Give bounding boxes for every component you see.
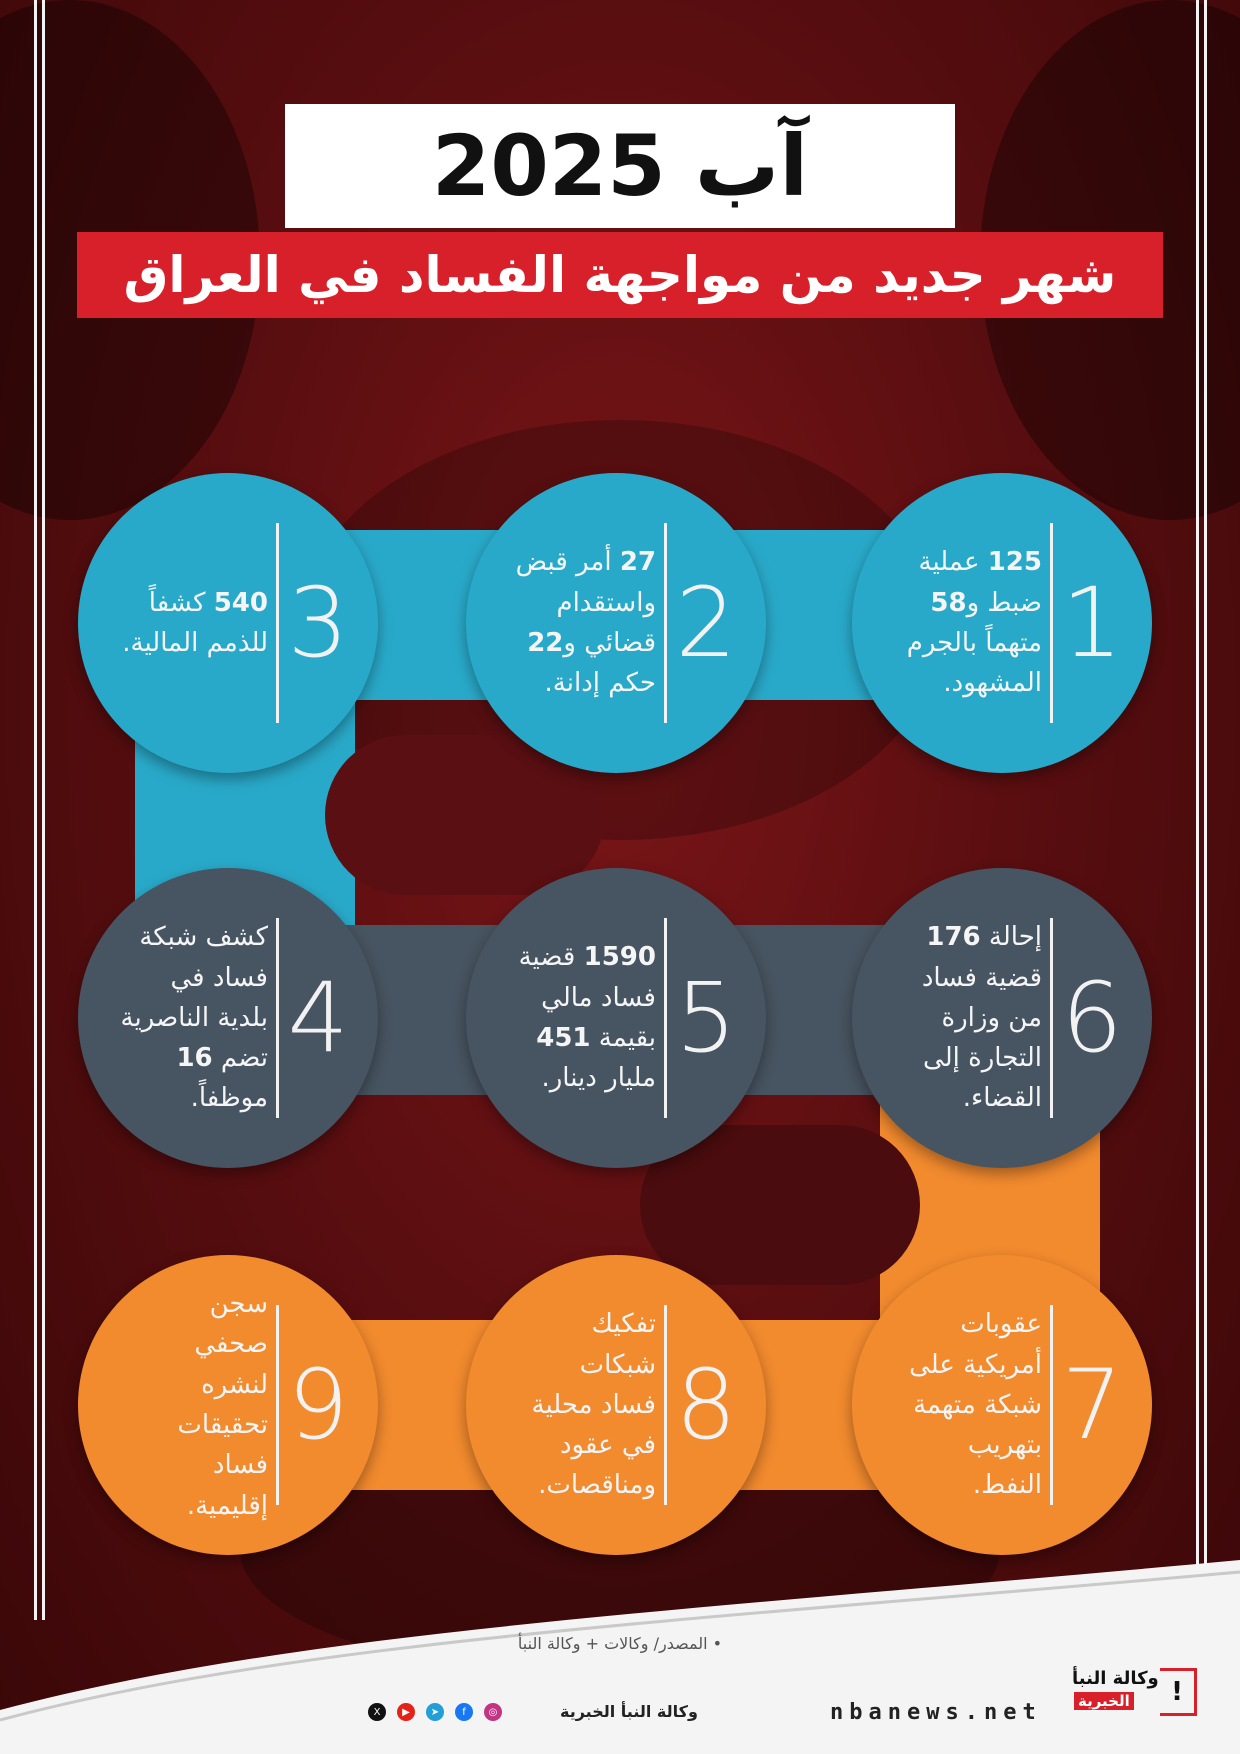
- item-circle-4: [78, 868, 378, 1168]
- item-circle-3: [78, 473, 378, 773]
- item-divider: [276, 918, 279, 1118]
- right-border-line: [1196, 0, 1199, 1620]
- item-divider: [664, 523, 667, 723]
- item-text-lines: سجن صحفي لنشره تحقيقات فساد إقليمية.: [177, 1289, 268, 1521]
- facebook-icon[interactable]: f: [455, 1703, 473, 1721]
- item-circle-9: [78, 1255, 378, 1555]
- item-text: [842, 1255, 1042, 1555]
- title-box: [285, 104, 955, 228]
- item-number: 3: [287, 567, 349, 679]
- item-number: 4: [287, 962, 349, 1074]
- item-text: [842, 473, 1042, 773]
- x-icon[interactable]: X: [368, 1703, 386, 1721]
- item-circle-5: [466, 868, 766, 1168]
- logo-text-bottom: الخبرية: [1074, 1692, 1134, 1710]
- item-text-lines: 1590 قضية فساد مالي بقيمة 451 مليار دينار.: [518, 942, 656, 1094]
- item-text-lines: تفكيك شبكات فساد محلية في عقود ومناقصات.: [531, 1309, 656, 1501]
- item-divider: [664, 1305, 667, 1505]
- item-text-lines: عقوبات أمريكية على شبكة متهمة بتهريب النفط.: [909, 1309, 1042, 1501]
- item-divider: [1050, 918, 1053, 1118]
- left-border-line-inner: [42, 0, 45, 1620]
- item-text: [456, 473, 656, 773]
- item-text: [456, 1255, 656, 1555]
- instagram-icon[interactable]: ◎: [484, 1703, 502, 1721]
- item-divider: [276, 523, 279, 723]
- item-number: 1: [1061, 567, 1123, 679]
- left-border-line: [34, 0, 37, 1620]
- item-text-lines: 125 عملية ضبط و58 متهماً بالجرم المشهود.: [906, 547, 1042, 699]
- item-number: 5: [675, 962, 737, 1074]
- telegram-icon[interactable]: ➤: [426, 1703, 444, 1721]
- item-circle-7: [852, 1255, 1152, 1555]
- page-subtitle: شهر جديد من مواجهة الفساد في العراق: [123, 246, 1117, 304]
- source-note: • المصدر/ وكالات + وكالة النبأ: [517, 1634, 723, 1653]
- item-number: 7: [1061, 1349, 1123, 1461]
- item-divider: [664, 918, 667, 1118]
- item-text: [68, 868, 268, 1168]
- right-border-line-inner: [1204, 0, 1207, 1620]
- item-circle-8: [466, 1255, 766, 1555]
- item-number: 8: [675, 1349, 737, 1461]
- subtitle-box: [77, 232, 1163, 318]
- item-circle-1: [852, 473, 1152, 773]
- logo-text-top: وكالة النبأ: [1072, 1668, 1159, 1689]
- footer-wave: [0, 1560, 1240, 1754]
- youtube-icon[interactable]: ▶: [397, 1703, 415, 1721]
- item-text-lines: إحالة 176 قضية فساد من وزارة التجارة إلى القضاء.: [921, 922, 1042, 1114]
- item-number: 6: [1061, 962, 1123, 1074]
- item-text-lines: 540 كشفاً للذمم المالية.: [122, 587, 268, 658]
- agency-name: وكالة النبأ الخبرية: [560, 1702, 698, 1721]
- item-number: 2: [675, 567, 737, 679]
- item-text: [68, 1255, 268, 1555]
- item-text: [456, 868, 656, 1168]
- logo-mark-icon: !: [1160, 1668, 1197, 1716]
- item-text-lines: 27 أمر قبض واستقدام قضائي و22 حكم إدانة.: [515, 547, 656, 699]
- item-divider: [276, 1305, 279, 1505]
- item-text-lines: كشف شبكة فساد في بلدية الناصرية تضم 16 موظفاً.: [120, 922, 268, 1114]
- item-divider: [1050, 1305, 1053, 1505]
- item-circle-2: [466, 473, 766, 773]
- item-circle-6: [852, 868, 1152, 1168]
- item-text: [68, 473, 268, 773]
- page-title: آب 2025: [431, 117, 809, 215]
- website-link[interactable]: nbanews.net: [830, 1700, 1042, 1725]
- item-number: 9: [287, 1349, 349, 1461]
- item-text: [842, 868, 1042, 1168]
- item-divider: [1050, 523, 1053, 723]
